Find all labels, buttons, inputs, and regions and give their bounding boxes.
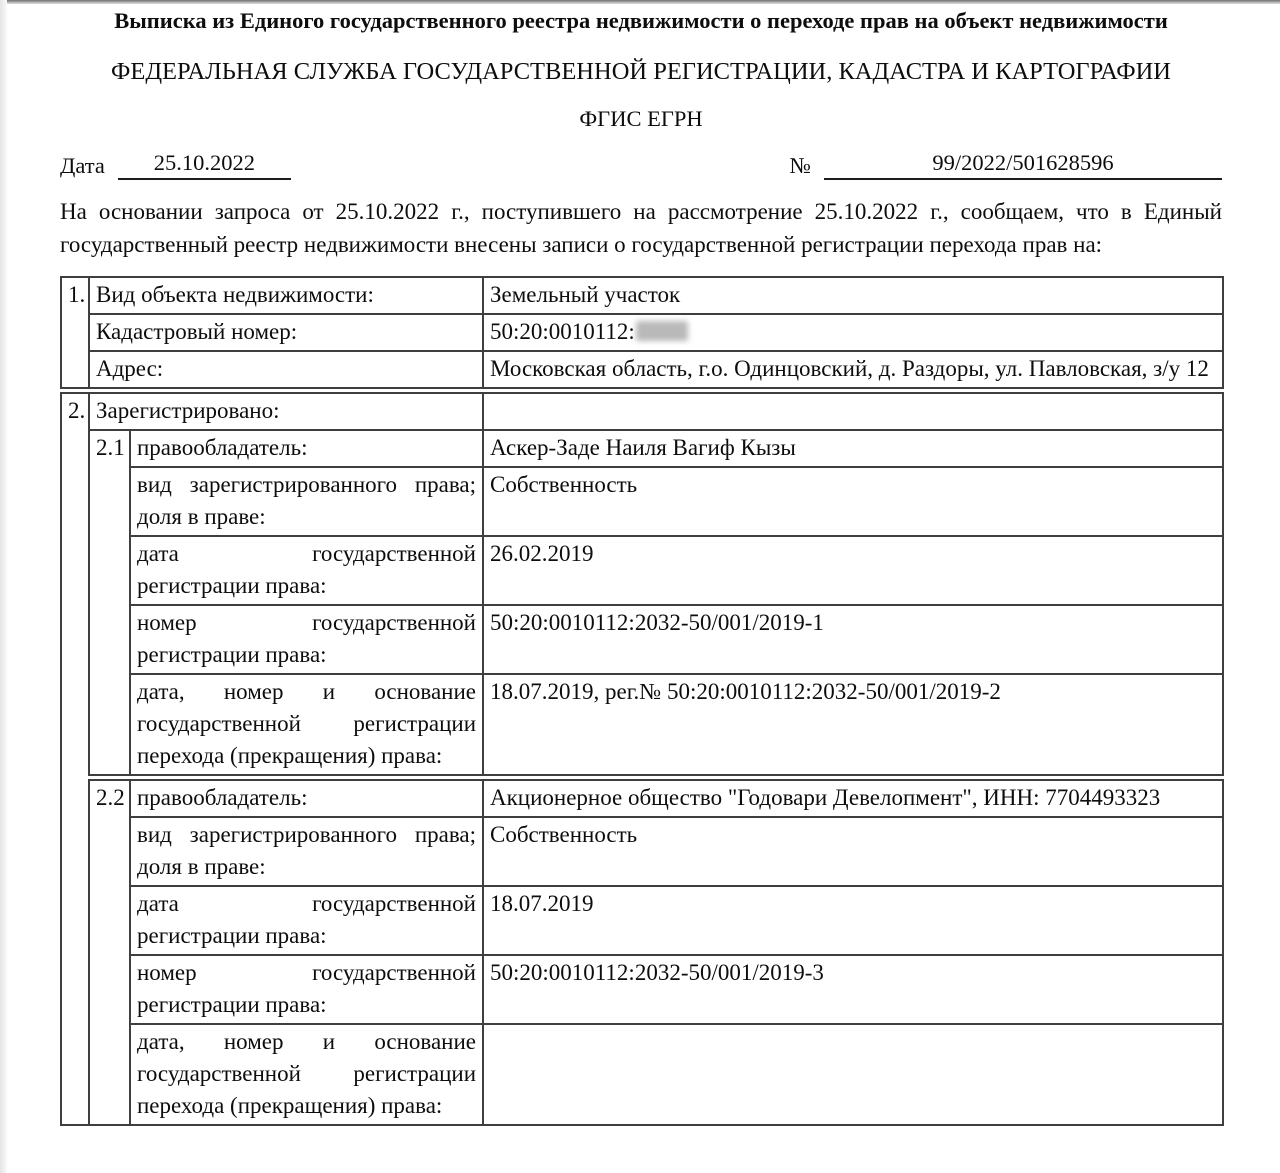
table-row [61,886,1223,955]
table-row [61,393,1223,430]
entry-number: 2.2 [89,778,130,1126]
page-left-edge [0,0,7,1173]
row-value: 18.07.2019 [483,886,1223,955]
table-row [61,955,1223,1024]
agency-name: ФЕДЕРАЛЬНАЯ СЛУЖБА ГОСУДАРСТВЕННОЙ РЕГИСТРАЦИИ, КАДАСТРА И КАРТОГРАФИИ [111,58,1171,85]
table-row [61,314,1223,351]
table-row [61,536,1223,605]
row-value: 50:20:0010112:2032-50/001/2019-3 [483,955,1223,1024]
row-value: 26.02.2019 [483,536,1223,605]
table-row [61,778,1223,818]
system-name: ФГИС ЕГРН [579,106,703,131]
registrations-table [60,392,1224,1126]
row-label: номер государственной регистрации права: [130,605,483,674]
number-group [790,149,1222,180]
table-row [61,605,1223,674]
row-value: Аскер-Заде Наиля Вагиф Кызы [483,430,1223,467]
document-title: Выписка из Единого государственного реестра недвижимости о переходе прав на объект недвижимости [114,8,1168,33]
table-row [61,1024,1223,1125]
row-label: Вид объекта недвижимости: [89,277,483,314]
row-value: 50:20:0010112:2032-50/001/2019-1 [483,605,1223,674]
row-label: номер государственной регистрации права: [130,955,483,1024]
row-value: 18.07.2019, рег.№ 50:20:0010112:2032-50/001/2019-2 [483,674,1223,778]
row-label: дата, номер и основание государственной регистрации перехода (прекращения) права: [130,674,483,778]
row-label: дата, номер и основание государственной регистрации перехода (прекращения) права: [130,1024,483,1125]
section-header-label: Зарегистрировано: [89,393,483,430]
number-value: 99/2022/501628596 [824,149,1222,180]
section-number: 2. [61,393,89,1125]
row-label: дата государственной регистрации права: [130,886,483,955]
table-row [61,277,1223,314]
row-value: Акционерное общество "Годовари Девелопмент", ИНН: 7704493323 [483,778,1223,818]
intro-paragraph: На основании запроса от 25.10.2022 г., поступившего на рассмотрение 25.10.2022 г., сообщаем, что в Единый государственный реестр недвижимости внесены записи о государственной регистрации перехода прав на: [60,199,1222,257]
table-row [61,674,1223,778]
row-label: дата государственной регистрации права: [130,536,483,605]
redacted-value [636,321,688,341]
entry-number: 2.1 [89,430,130,778]
row-value: Земельный участок [483,277,1223,314]
date-value: 25.10.2022 [118,149,291,180]
table-row [61,351,1223,388]
row-label: вид зарегистрированного права; доля в праве: [130,467,483,536]
cadastral-number: 50:20:0010112: [490,319,635,344]
row-value: Собственность [483,467,1223,536]
table-row [61,467,1223,536]
date-group [60,149,291,180]
row-value [483,393,1223,430]
date-label: Дата [60,153,105,178]
object-table [60,276,1224,389]
document-page [60,0,1222,1126]
row-value: Московская область, г.о. Одинцовский, д. Раздоры, ул. Павловская, з/у 12 [483,351,1223,388]
row-value: Собственность [483,817,1223,886]
table-row [61,430,1223,467]
document-meta-row [60,149,1222,180]
row-label: вид зарегистрированного права; доля в праве: [130,817,483,886]
section-number: 1. [61,277,89,388]
row-label: правообладатель: [130,778,483,818]
row-value [483,314,1223,351]
row-label: Кадастровый номер: [89,314,483,351]
row-label: Адрес: [89,351,483,388]
number-label: № [789,153,811,178]
row-value [483,1024,1223,1125]
table-row [61,817,1223,886]
row-label: правообладатель: [130,430,483,467]
